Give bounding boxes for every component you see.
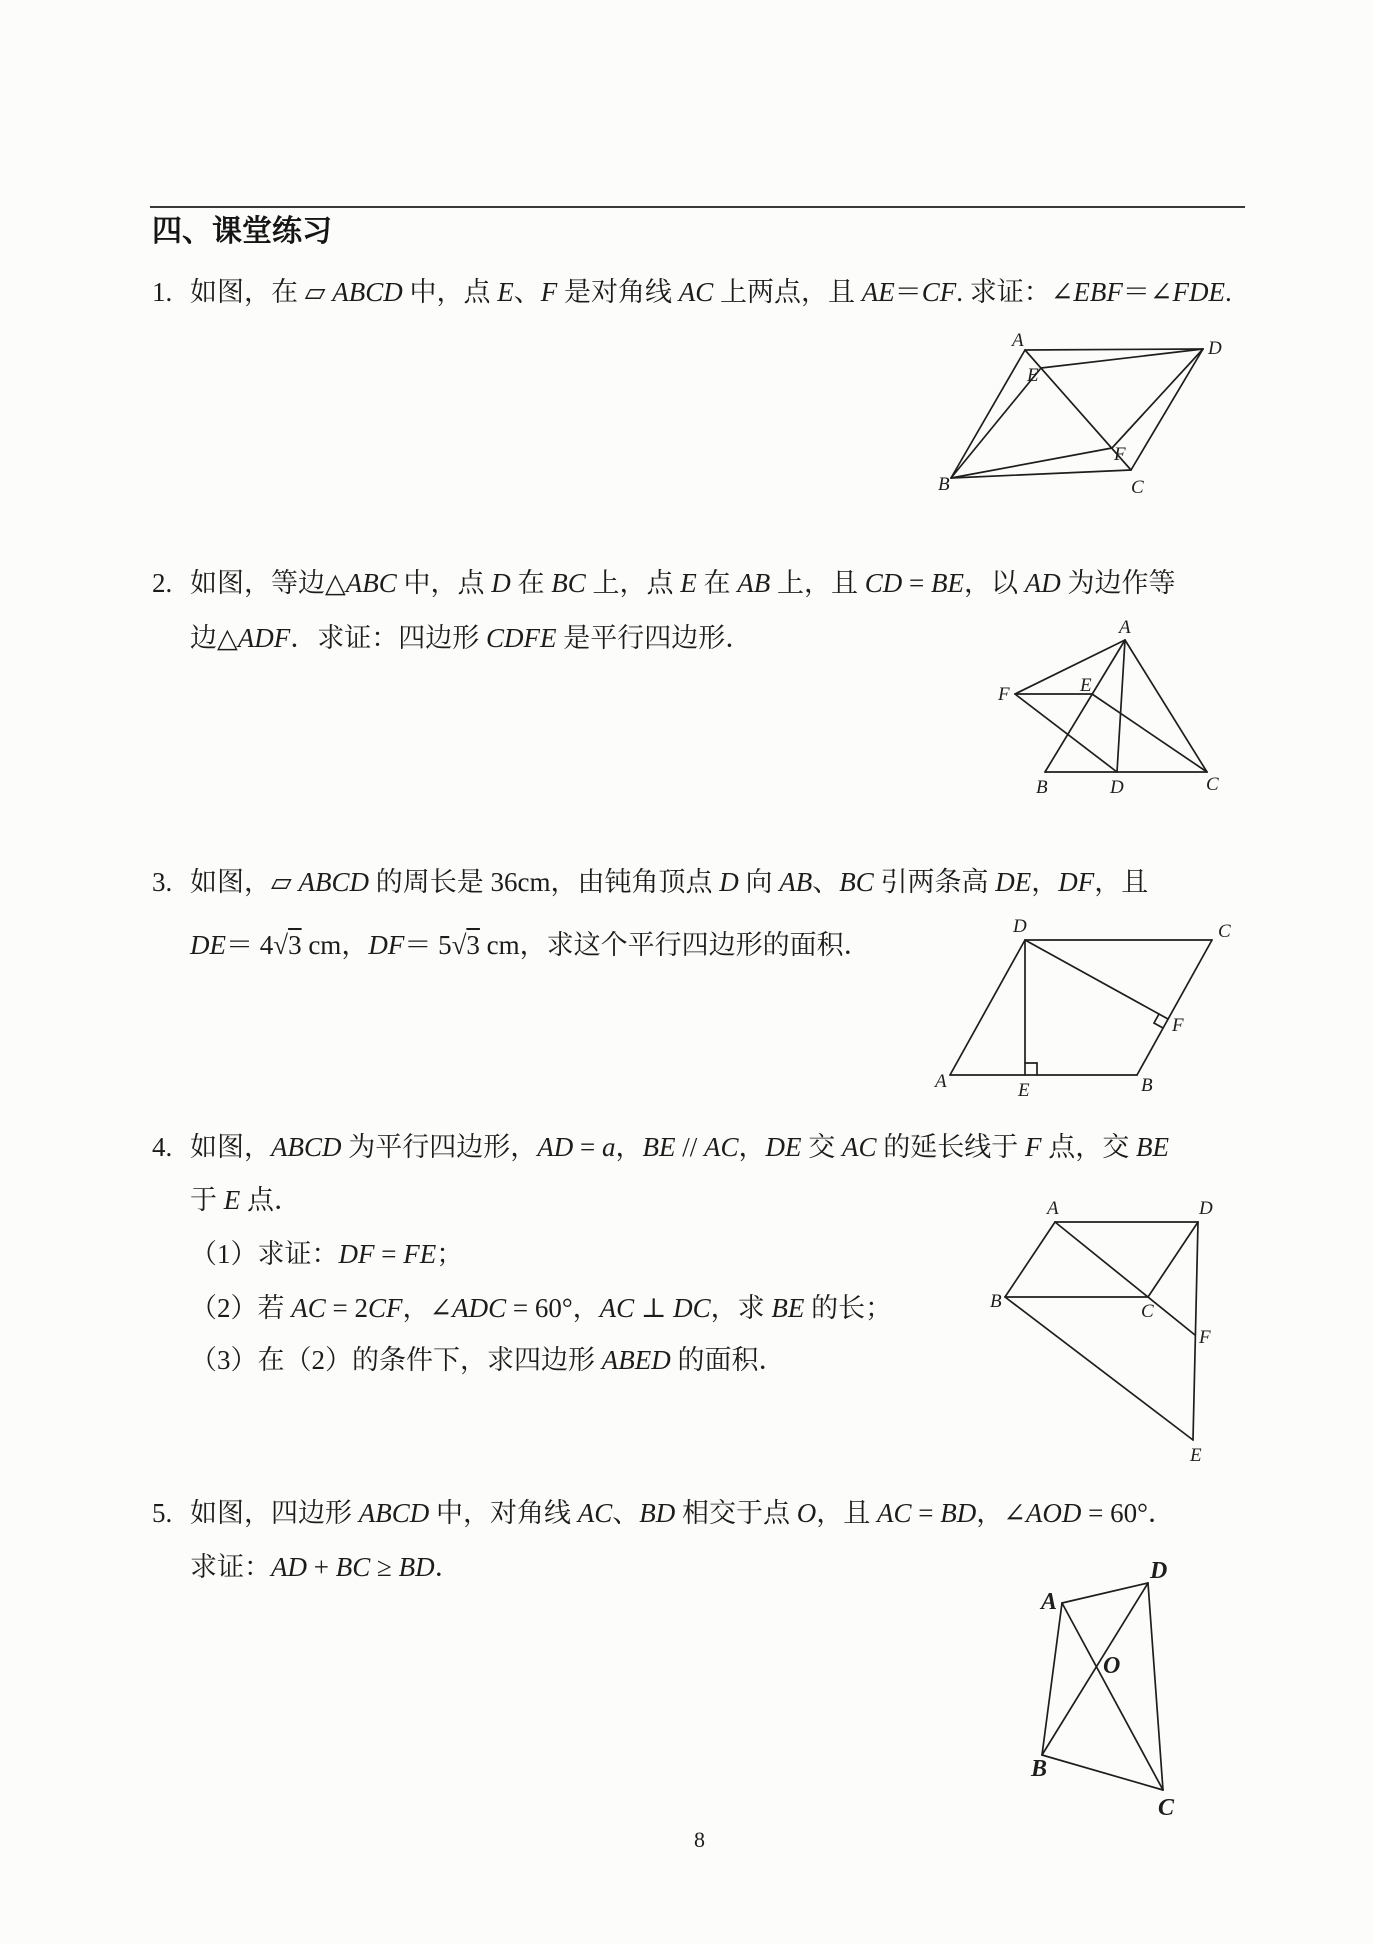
fig3-label-c: C (1218, 921, 1231, 942)
fig5-label-o: O (1103, 1653, 1121, 1679)
fig2-label-d: D (1110, 777, 1124, 798)
problem-2-line-1: 如图，等边△ABC 中，点 D 在 BC 上，点 E 在 AB 上，且 CD = BE，以 AD 为边作等 (190, 568, 1176, 598)
fig1-segment-ed (1041, 349, 1203, 368)
problem-1-line-1: 如图，在 ▱ ABCD 中，点 E、F 是对角线 AC 上两点，且 AE＝CF. 求证：∠EBF＝∠FDE. (190, 277, 1232, 307)
fig3-label-a: A (935, 1071, 947, 1092)
problem-5-line-1: 如图，四边形 ABCD 中，对角线 AC、BD 相交于点 O，且 AC = BD，∠AOD = 60°． (190, 1498, 1175, 1528)
fig2-segment-ac (1125, 640, 1207, 772)
fig1-segment-ba (951, 350, 1025, 478)
fig1-label-e: E (1027, 365, 1039, 386)
fig5-label-d: D (1150, 1558, 1168, 1584)
problem-3-number: 3. (152, 867, 173, 897)
section-title: 四、课堂练习 (152, 214, 332, 249)
fig2-label-e: E (1080, 675, 1092, 696)
problem-5-line-2: 求证：AD + BC ≥ BD． (190, 1552, 462, 1582)
problem-4-line-2: 于 E 点． (190, 1185, 301, 1215)
fig5-segment-ba (1042, 1603, 1062, 1755)
fig1-segment-df (1112, 349, 1203, 448)
fig3-right-angle-e (1025, 1063, 1037, 1075)
figure-5 (1030, 1558, 1175, 1821)
fig2-segment-ec (1092, 694, 1207, 772)
fig4-segment-be (1005, 1297, 1193, 1440)
fig4-label-c: C (1141, 1301, 1154, 1322)
fig3-right-angle-f (1154, 1014, 1163, 1028)
fig1-label-c: C (1131, 477, 1144, 498)
fig3-label-e: E (1018, 1080, 1030, 1101)
fig5-segment-cb (1042, 1755, 1163, 1790)
fig4-label-f: F (1199, 1327, 1211, 1348)
fig2-label-a: A (1119, 617, 1131, 638)
fig2-segment-ab (1045, 640, 1125, 772)
fig1-segment-ad (1025, 349, 1203, 350)
fig2-segment-fd (1015, 694, 1117, 772)
problem-5-number: 5. (152, 1498, 173, 1528)
figure-2 (997, 617, 1219, 798)
fig5-segment-ad (1062, 1583, 1148, 1603)
fig1-label-a: A (1012, 330, 1024, 351)
fig3-segment-cb (1137, 940, 1212, 1075)
fig4-label-d: D (1199, 1198, 1213, 1219)
fig1-label-d: D (1208, 338, 1222, 359)
problem-3-line-2: DE＝ 4√3 cm，DF＝ 5√3 cm，求这个平行四边形的面积． (190, 930, 871, 960)
fig3-segment-ad (950, 940, 1025, 1075)
fig4-label-a: A (1047, 1198, 1059, 1219)
fig4-label-b: B (990, 1291, 1002, 1312)
problem-4-part-2: （2）若 AC = 2CF，∠ADC = 60°，AC ⊥ DC，求 BE 的长； (190, 1293, 893, 1323)
fig4-label-e: E (1190, 1445, 1202, 1466)
fig5-label-a: A (1041, 1589, 1058, 1615)
fig1-diagonal-ac (1025, 350, 1131, 470)
fig1-segment-be (951, 368, 1041, 478)
page-number: 8 (694, 1827, 705, 1852)
fig3-height-df (1025, 940, 1168, 1019)
figure-4 (990, 1198, 1213, 1466)
problem-4-number: 4. (152, 1132, 173, 1162)
fig2-segment-ad (1117, 640, 1125, 772)
problem-4-line-1: 如图，ABCD 为平行四边形，AD = a，BE // AC，DE 交 AC 的延长线于 F 点，交 BE (190, 1132, 1170, 1162)
problem-2-number: 2. (152, 568, 173, 598)
fig3-label-d: D (1013, 916, 1027, 937)
fig5-label-b: B (1031, 1756, 1048, 1782)
figure-1 (938, 330, 1222, 498)
figure-3 (933, 916, 1231, 1101)
problem-2-line-2: 边△ADF．求证：四边形 CDFE 是平行四边形． (190, 623, 753, 653)
fig2-segment-af (1015, 640, 1125, 694)
problem-1-number: 1. (152, 277, 173, 307)
fig4-segment-cd (1148, 1222, 1198, 1297)
fig1-segment-dc (1131, 349, 1203, 470)
fig5-segment-dc (1148, 1583, 1163, 1790)
fig2-label-f: F (998, 684, 1010, 705)
problem-4-part-1: （1）求证：DF = FE； (190, 1239, 464, 1269)
fig2-label-c: C (1206, 774, 1219, 795)
fig5-diagonal-bd (1042, 1583, 1148, 1755)
fig3-label-f: F (1172, 1015, 1184, 1036)
problem-4-part-3: （3）在（2）的条件下，求四边形 ABED 的面积． (190, 1345, 786, 1375)
fig3-label-b: B (1141, 1075, 1153, 1096)
fig4-segment-af (1055, 1222, 1195, 1335)
fig4-segment-ab (1005, 1222, 1055, 1297)
header-rule (150, 206, 1245, 208)
fig1-label-b: B (938, 474, 950, 495)
fig5-label-c: C (1158, 1795, 1175, 1821)
fig4-segment-de (1193, 1222, 1198, 1440)
problem-3-line-1: 如图，▱ ABCD 的周长是 36cm，由钝角顶点 D 向 AB、BC 引两条高 DE，DF，且 (190, 867, 1149, 897)
fig5-diagonal-ac (1062, 1603, 1163, 1790)
fig1-segment-cb (951, 470, 1131, 478)
fig2-label-b: B (1036, 777, 1048, 798)
fig1-segment-fb (951, 448, 1112, 478)
fig1-label-f: F (1114, 444, 1126, 465)
